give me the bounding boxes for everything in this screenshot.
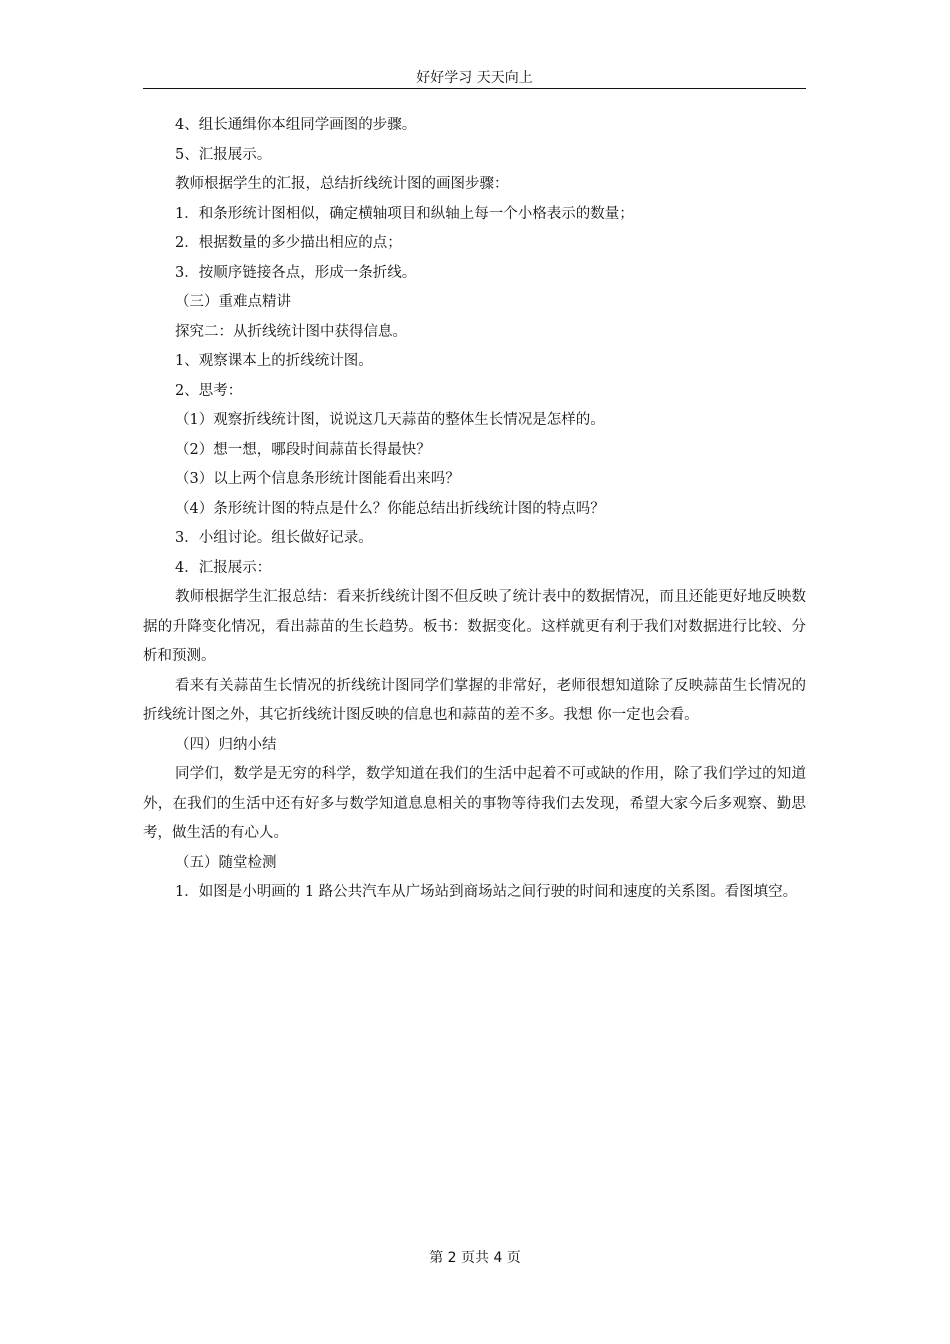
page-header: 好好学习 天天向上 <box>143 68 806 89</box>
think-line: 2、思考： <box>175 382 243 399</box>
transition-paragraph: 看来有关蒜苗生长情况的折线统计图同学们掌握的非常好，老师很想知道除了反映蒜苗生长情况的折线统计图之外，其它折线统计图反映的信息也和蒜苗的差不多。我想 你一定也会看。 <box>143 677 806 723</box>
step-4-line: 4、组长通缉你本组同学画图的步骤。 <box>175 117 417 133</box>
step-5-line: 5、汇报展示。 <box>175 146 272 163</box>
drawing-step-3: 3．按顺序链接各点，形成一条折线。 <box>175 264 417 281</box>
section-4-heading: （四）归纳小结 <box>175 736 277 753</box>
conclusion-paragraph: 同学们，数学是无穷的科学，数学知道在我们的生活中起着不可或缺的作用，除了我们学过的知道外，在我们的生活中还有好多与数学知道息息相关的事物等待我们去发现，希望大家今后多观察、勤思考，做生活的有心人。 <box>143 766 806 841</box>
explore-2-heading: 探究二：从折线统计图中获得信息。 <box>175 323 407 340</box>
observe-line: 1、观察课本上的折线统计图。 <box>175 353 373 369</box>
question-4: （4）条形统计图的特点是什么？你能总结出折线统计图的特点吗？ <box>175 500 605 517</box>
question-1: （1）观察折线统计图，说说这几天蒜苗的整体生长情况是怎样的。 <box>175 412 605 428</box>
section-3-heading: （三）重难点精讲 <box>175 294 291 310</box>
section-5-heading: （五）随堂检测 <box>175 854 277 871</box>
page-footer: 第 2 页共 4 页 <box>429 1250 521 1266</box>
drawing-step-1: 1．和条形统计图相似，确定横轴项目和纵轴上每一个小格表示的数量； <box>175 205 634 222</box>
exercise-1-paragraph: 1．如图是小明画的 1 路公共汽车从广场站到商场站之间行驶的时间和速度的关系图。看图填空。 <box>175 884 798 900</box>
drawing-step-2: 2．根据数量的多少描出相应的点； <box>175 235 402 251</box>
group-discussion-line: 3．小组讨论。组长做好记录。 <box>175 530 373 546</box>
report-line: 4．汇报展示： <box>175 559 272 576</box>
teacher-summary-intro: 教师根据学生的汇报，总结折线统计图的画图步骤： <box>175 176 509 192</box>
question-2: （2）想一想，哪段时间蒜苗长得最快？ <box>175 441 431 458</box>
question-3: （3）以上两个信息条形统计图能看出来吗？ <box>175 471 460 487</box>
teacher-summary-paragraph: 教师根据学生汇报总结：看来折线统计图不但反映了统计表中的数据情况，而且还能更好地反映数据的升降变化情况，看出蒜苗的生长趋势。板书：数据变化。这样就更有利于我们对数据进行比较、分析和预测。 <box>143 589 806 664</box>
document-body <box>143 111 806 908</box>
